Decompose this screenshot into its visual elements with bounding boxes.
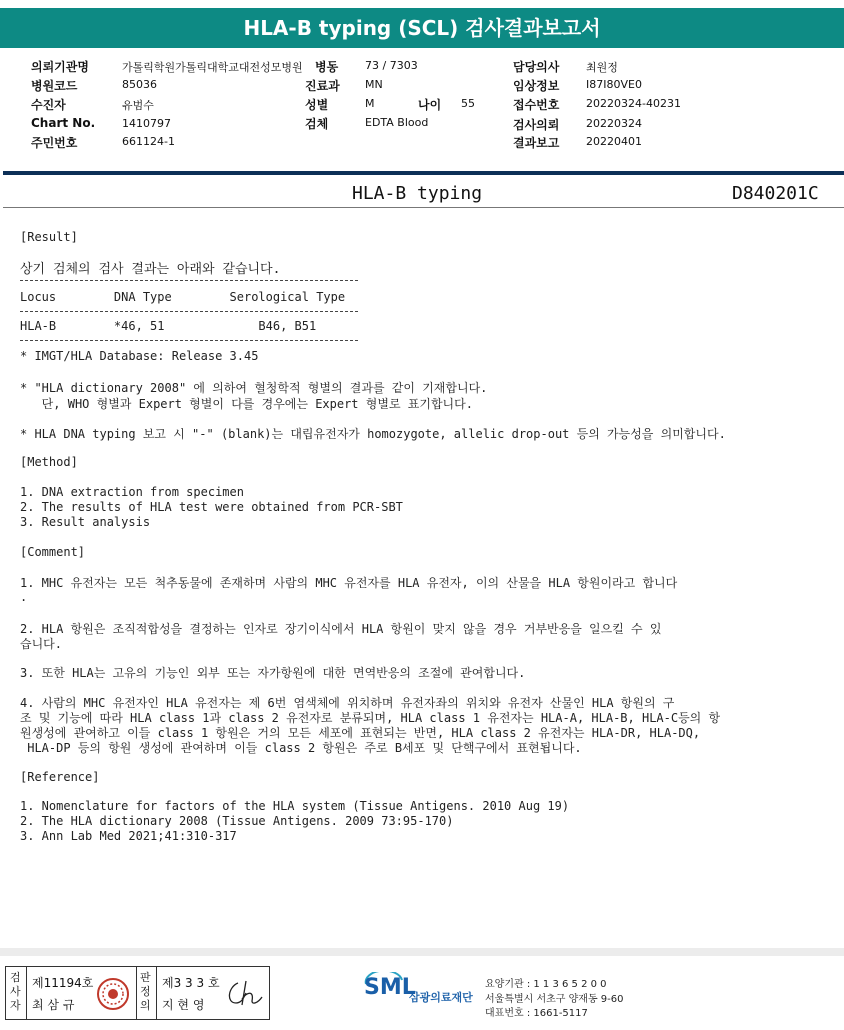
hospital-value: 가톨릭학원가톨릭대학교대전성모병원 <box>122 61 303 74</box>
care-institution-number: 요양기관 : 1 1 3 6 5 2 0 0 <box>485 979 607 990</box>
organization-name: 삼광의료재단 <box>409 991 473 1004</box>
chart-value: 1410797 <box>122 117 171 130</box>
specimen-value: EDTA Blood <box>365 116 429 129</box>
comment-4-line-1: 4. 사람의 MHC 유전자인 HLA 유전자는 제 6번 염색체에 위치하며 유전자좌의 위치와 유전자 산물인 HLA 항원의 구 <box>20 696 675 710</box>
signature-box <box>5 966 270 1020</box>
clinical-label: 임상정보 <box>513 79 560 93</box>
note-blank: * HLA DNA typing 보고 시 "-" (blank)는 대립유전자가 homozygote, allelic drop-out 등의 가능성을 의미합니다. <box>20 427 726 441</box>
footer-divider <box>0 948 844 956</box>
ward-label: 병동 <box>315 60 339 74</box>
test-code: D840201C <box>732 183 819 204</box>
report-title-bar <box>0 8 844 48</box>
comment-1-line-2: . <box>20 590 28 604</box>
report-title: HLA-B typing (SCL) 검사결과보고서 <box>243 16 601 40</box>
inspector-name: 최 삼 규 <box>32 998 75 1012</box>
method-item-3: 3. Result analysis <box>20 515 151 529</box>
note-database: * IMGT/HLA Database: Release 3.45 <box>20 349 259 363</box>
report-date-label: 결과보고 <box>513 136 560 150</box>
reference-1: 1. Nomenclature for factors of the HLA system (Tissue Antigens. 2010 Aug 19) <box>20 799 570 813</box>
id-label: 주민번호 <box>31 136 78 150</box>
inspector-role: 검사자 <box>10 971 21 1012</box>
receipt-value: 20220324-40231 <box>586 97 681 110</box>
reviewer-license: 제3 3 3 호 <box>162 976 220 990</box>
reference-heading: [Reference] <box>20 770 100 784</box>
comment-1-line-1: 1. MHC 유전자는 모든 척추동물에 존재하며 사람의 MHC 유전자를 HLA 유전자, 이의 산물을 HLA 항원이라고 합니다 <box>20 576 678 590</box>
reference-2: 2. The HLA dictionary 2008 (Tissue Antigens. 2009 73:95-170) <box>20 814 454 828</box>
request-value: 20220324 <box>586 117 642 130</box>
comment-2-line-2: 습니다. <box>20 637 63 651</box>
comment-3: 3. 또한 HLA는 고유의 기능인 외부 또는 자가항원에 대한 면역반응의 조절에 관여합니다. <box>20 666 526 680</box>
organization-address: 서울특별시 서초구 양재동 9-60 <box>485 994 624 1005</box>
test-name: HLA-B typing <box>352 183 483 204</box>
result-table-header: Locus DNA Type Serological Type <box>20 290 346 304</box>
result-table-row: HLA-B *46, 51 B46, B51 <box>20 319 317 333</box>
handwritten-signature <box>224 977 264 1009</box>
official-seal-icon <box>96 977 130 1011</box>
phone-number: 대표번호 : 1661-5117 <box>485 1008 588 1019</box>
table-header-rule <box>20 311 358 312</box>
method-item-1: 1. DNA extraction from specimen <box>20 485 244 499</box>
patient-label: 수진자 <box>31 98 66 112</box>
code-label: 병원코드 <box>31 79 78 93</box>
title-divider <box>3 207 844 208</box>
table-top-rule <box>20 280 358 281</box>
dept-label: 진료과 <box>305 79 340 93</box>
comment-4-line-2: 조 및 기능에 따라 HLA class 1과 class 2 유전자로 분류되며, HLA class 1 유전자는 HLA-A, HLA-B, HLA-C등의 항 <box>20 711 721 725</box>
age-value: 55 <box>461 97 475 110</box>
sex-value: M <box>365 97 375 110</box>
sex-label: 성별 <box>305 98 329 112</box>
hospital-label: 의뢰기관명 <box>31 60 89 74</box>
note-dictionary-2: 단, WHO 형별과 Expert 형별이 다를 경우에는 Expert 형별로 표기합니다. <box>20 397 473 411</box>
table-bottom-rule <box>20 340 358 341</box>
comment-heading: [Comment] <box>20 545 86 559</box>
clinical-value: I87I80VE0 <box>586 78 642 91</box>
request-label: 검사의뢰 <box>513 118 560 132</box>
reviewer-name: 지 현 영 <box>162 998 205 1012</box>
reference-3: 3. Ann Lab Med 2021;41:310-317 <box>20 829 237 843</box>
method-heading: [Method] <box>20 455 78 469</box>
note-dictionary-1: * "HLA dictionary 2008" 에 의하여 혈청학적 형별의 결과를 같이 기재합니다. <box>20 381 488 395</box>
id-value: 661124-1 <box>122 135 175 148</box>
comment-4-line-4: HLA-DP 등의 항원 생성에 관여하며 이들 class 2 항원은 주로 B세포 및 단핵구에서 표현됩니다. <box>20 741 582 755</box>
ward-value: 73 / 7303 <box>365 59 418 72</box>
patient-value: 유범수 <box>122 99 154 112</box>
header-divider <box>3 171 844 175</box>
doctor-value: 최원정 <box>586 61 618 74</box>
specimen-label: 검체 <box>305 117 329 131</box>
doctor-label: 담당의사 <box>513 60 560 74</box>
dept-value: MN <box>365 78 383 91</box>
result-heading: [Result] <box>20 230 78 244</box>
receipt-label: 접수번호 <box>513 98 560 112</box>
method-item-2: 2. The results of HLA test were obtained from PCR-SBT <box>20 500 403 514</box>
age-label: 나이 <box>418 98 442 112</box>
code-value: 85036 <box>122 78 157 91</box>
comment-2-line-1: 2. HLA 항원은 조직적합성을 결정하는 인자로 장기이식에서 HLA 항원이 맞지 않을 경우 거부반응을 일으킬 수 있 <box>20 622 662 636</box>
result-intro: 상기 검체의 검사 결과는 아래와 같습니다. <box>20 262 281 277</box>
inspector-license: 제11194호 <box>32 976 94 990</box>
comment-4-line-3: 원생성에 관여하고 이들 class 1 항원은 거의 모든 세포에 표현되는 반면, HLA class 2 유전자는 HLA-DR, HLA-DQ, <box>20 726 701 740</box>
reviewer-role: 판정의 <box>140 971 151 1012</box>
chart-label: Chart No. <box>31 116 96 130</box>
report-date-value: 20220401 <box>586 135 642 148</box>
sml-logo: SML <box>364 975 416 1000</box>
